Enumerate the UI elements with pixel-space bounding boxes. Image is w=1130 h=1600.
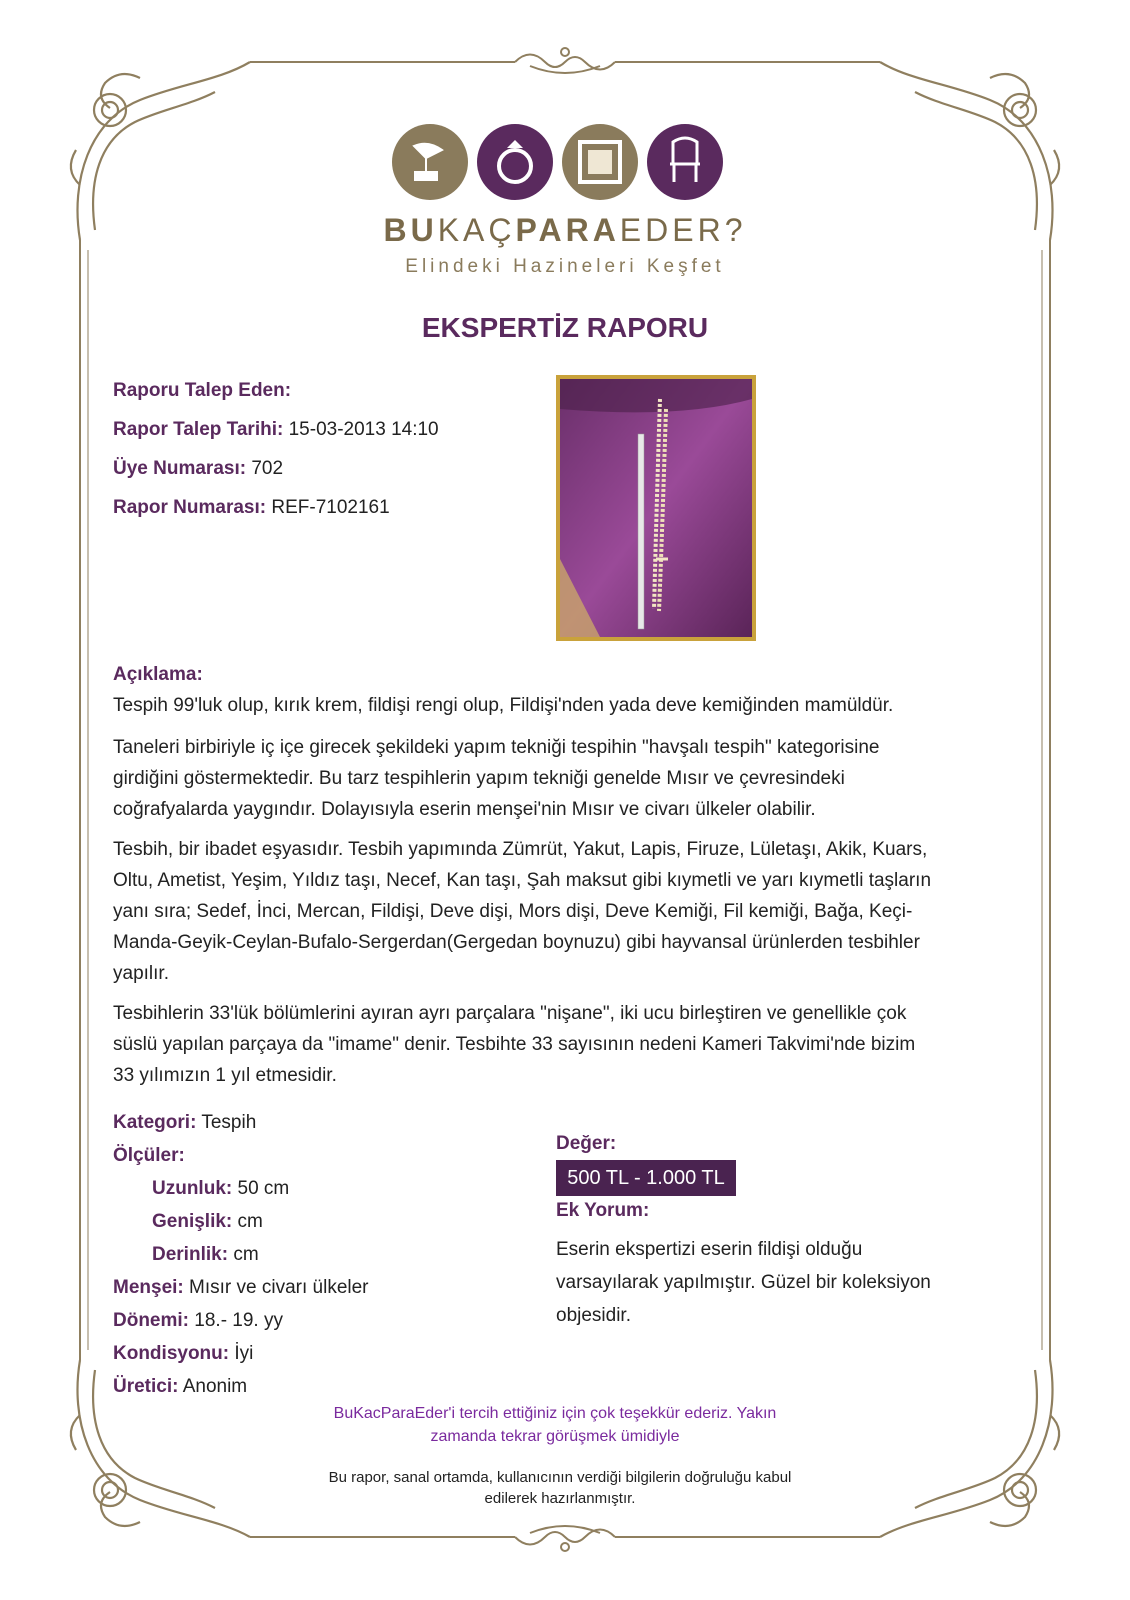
origin-row	[113, 1277, 369, 1299]
description-p2-line: coğrafyalarda yaygındır. Dolayısıyla eserin menşei'nin Mısır ve civarı ülkeler olabilir.	[113, 799, 816, 820]
maker-value: Anonim	[182, 1376, 248, 1397]
description-p4	[113, 998, 993, 1091]
disclaimer-line: Bu rapor, sanal ortamda, kullanıcının verdiği bilgilerin doğruluğu kabul	[328, 1469, 792, 1486]
description-p3-line: Manda-Geyik-Ceylan-Bufalo-Sergerdan(Gergedan boynuzu) gibi hayvansal ürünlerden tesbihler	[113, 932, 920, 953]
comment-line: objesidir.	[556, 1305, 631, 1326]
logo-icons	[390, 122, 740, 202]
width-row	[152, 1211, 263, 1233]
comment-line: Eserin ekspertizi eserin fildişi olduğu	[556, 1239, 863, 1260]
frame-icon	[562, 124, 638, 200]
chair-icon	[647, 124, 723, 200]
period-label: Dönemi:	[113, 1310, 189, 1331]
description-p4-line: süslü yapılan parçaya da "imame" denir. Tesbihte 33 sayısının nedeni Kameri Takvimi'nde bizim	[113, 1034, 916, 1055]
page-title: EKSPERTİZ RAPORU	[421, 312, 709, 343]
description-p3-line: yapılır.	[113, 963, 169, 984]
condition-value: İyi	[234, 1343, 254, 1364]
description-label: Açıklama:	[113, 664, 203, 685]
length-row	[152, 1178, 289, 1200]
brand-tagline: Elindeki Hazineleri Keşfet	[405, 256, 725, 277]
brand-part-eder: EDER?	[619, 212, 747, 248]
date-label: Rapor Talep Tarihi:	[113, 419, 284, 440]
dimensions-label: Ölçüler:	[113, 1145, 185, 1166]
description-p4-line: 33 yılımızın 1 yıl etmesidir.	[113, 1065, 337, 1086]
brand-name	[0, 212, 1130, 249]
comment-line: varsayılarak yapılmıştır. Güzel bir koleksiyon	[556, 1272, 931, 1293]
product-photo	[556, 375, 756, 641]
thanks-line: BuKacParaEder'i tercih ettiğiniz için çok teşekkür ederiz. Yakın	[333, 1405, 777, 1422]
description-p2-line: Taneleri birbiriyle iç içe girecek şekildeki yapım tekniği tespihin "havşalı tespih" kategorisine	[113, 737, 880, 758]
description-p3	[113, 834, 993, 989]
ring-icon	[477, 124, 553, 200]
requester-label: Raporu Talep Eden:	[113, 380, 292, 401]
category-value: Tespih	[201, 1112, 257, 1133]
depth-label: Derinlik:	[152, 1244, 229, 1265]
origin-value: Mısır ve civarı ülkeler	[189, 1277, 369, 1298]
date-value: 15-03-2013 14:10	[288, 419, 439, 440]
width-label: Genişlik:	[152, 1211, 233, 1232]
maker-label: Üretici:	[113, 1376, 179, 1397]
condition-label: Kondisyonu:	[113, 1343, 230, 1364]
origin-label: Menşei:	[113, 1277, 184, 1298]
member-label: Üye Numarası:	[113, 458, 247, 479]
description-p3-line: Oltu, Ametist, Yeşim, Yıldız taşı, Necef, Kan taşı, Şah maksut gibi kıymetli ve yarı kıymetli taşların	[113, 870, 932, 891]
thanks-message	[290, 1402, 820, 1448]
date-row	[113, 419, 439, 441]
category-row	[113, 1112, 256, 1134]
comment-text	[556, 1233, 931, 1332]
price-badge: 500 TL - 1.000 TL	[556, 1160, 736, 1196]
length-label: Uzunluk:	[152, 1178, 233, 1199]
value-label: Değer:	[556, 1133, 617, 1154]
depth-row	[152, 1244, 259, 1266]
description-p3-line: Tesbih, bir ibadet eşyasıdır. Tesbih yapımında Zümrüt, Yakut, Lapis, Firuze, Lületaşı, Akik, Kuars,	[113, 839, 928, 860]
period-value: 18.- 19. yy	[194, 1310, 283, 1331]
description-p2-line: girdiğini göstermektedir. Bu tarz tespihlerin yapım tekniği genelde Mısır ve çevresindeki	[113, 768, 845, 789]
width-value: cm	[237, 1211, 263, 1232]
brand-part-kac: KAÇ	[437, 212, 516, 248]
period-row	[113, 1310, 283, 1332]
disclaimer-line: edilerek hazırlanmıştır.	[484, 1490, 636, 1507]
report-row	[113, 497, 390, 519]
description-p1: Tespih 99'luk olup, kırık krem, fildişi rengi olup, Fildişi'nden yada deve kemiğinden mamüldür.	[113, 695, 894, 716]
member-value: 702	[251, 458, 284, 479]
comment-label: Ek Yorum:	[556, 1200, 650, 1221]
condition-row	[113, 1343, 253, 1365]
description-p4-line: Tesbihlerin 33'lük bölümlerini ayıran ayrı parçalara "nişane", iki ucu birleştiren ve genellikle çok	[113, 1003, 907, 1024]
gramophone-icon	[392, 124, 468, 200]
description-p3-line: yanı sıra; Sedef, İnci, Mercan, Fildişi, Deve dişi, Mors dişi, Deve Kemiği, Fil kemiği, Bağa, Keçi-	[113, 901, 913, 922]
report-label: Rapor Numarası:	[113, 497, 267, 518]
report-value: REF-7102161	[271, 497, 390, 518]
member-row	[113, 458, 283, 480]
category-label: Kategori:	[113, 1112, 197, 1133]
depth-value: cm	[233, 1244, 259, 1265]
length-value: 50 cm	[237, 1178, 290, 1199]
brand-part-para: PARA	[515, 212, 620, 248]
disclaimer	[280, 1467, 840, 1509]
maker-row	[113, 1376, 247, 1398]
brand-part-bu: BU	[383, 212, 438, 248]
thanks-line: zamanda tekrar görüşmek ümidiyle	[430, 1428, 680, 1445]
description-p2	[113, 732, 993, 825]
requester-row	[113, 380, 291, 402]
